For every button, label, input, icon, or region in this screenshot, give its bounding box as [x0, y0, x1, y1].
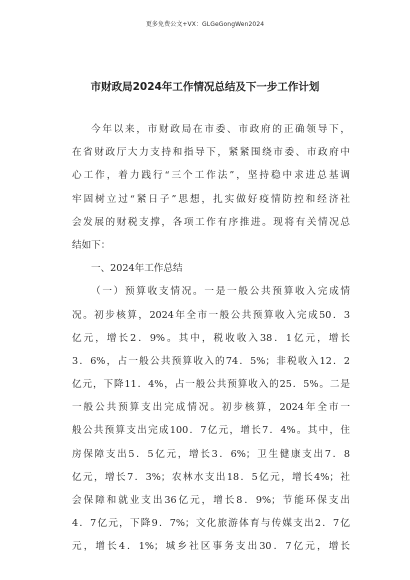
header-note: 更多免费公文+VX：GLGeGongWen2024 [145, 21, 265, 28]
paragraph-line: （一）预算收支情况。一是一般公共预算收入完成情 [91, 286, 350, 298]
document-body [72, 118, 350, 559]
paragraph-line: 心工作，着力践行“三个工作法”，坚持稳中求进总基调 [72, 170, 350, 182]
paragraph-line: 房保障支出5．5亿元，增长3．6%；卫生健康支出7．8 [72, 448, 350, 460]
paragraph-line: 4．7亿元，下降9．7%；文化旅游体育与传媒支出2．7亿 [72, 518, 350, 530]
paragraph-line: 在省财政厅大力支持和指导下，紧紧围绕市委、市政府中 [72, 147, 350, 159]
paragraph-line: 况。初步核算，2024年全市一般公共预算收入完成50．3 [72, 309, 350, 321]
paragraph-line: 会发展的财税支撑，各项工作有序推进。现将有关情况总 [72, 216, 350, 228]
paragraph-line: 今年以来，市财政局在市委、市政府的正确领导下， [91, 124, 350, 135]
paragraph-line: 3．6%，占一般公共预算收入的74．5%；非税收入12．2 [72, 355, 350, 367]
paragraph-line: 般公共预算支出完成100．7亿元，增长7．4%。其中，住 [72, 425, 350, 437]
paragraph-line: 亿元，增长2．9%。其中，税收收入38．1亿元，增长 [72, 332, 350, 344]
section-heading: 一、2024年工作总结 [91, 263, 183, 275]
paragraph-line: 元，增长4．1%；城乡社区事务支出30．7亿元，增长 [72, 541, 350, 553]
paragraph-line: 亿元，下降11．4%，占一般公共预算收入的25．5%。二是 [72, 379, 350, 391]
paragraph-line: 亿元，增长7．3%；农林水支出18．5亿元，增长4%；社 [72, 471, 350, 483]
paragraph-line: 会保障和就业支出36亿元，增长8．9%；节能环保支出 [72, 495, 350, 506]
paragraph-line: 牢固树立过“紧日子”思想，扎实做好疫情防控和经济社 [72, 193, 350, 205]
paragraph-line: 一般公共预算支出完成情况。初步核算，2024年全市一 [72, 402, 350, 414]
document-title: 市财政局2024年工作情况总结及下一步工作计划 [90, 81, 320, 93]
paragraph-line: 结如下： [72, 239, 111, 251]
